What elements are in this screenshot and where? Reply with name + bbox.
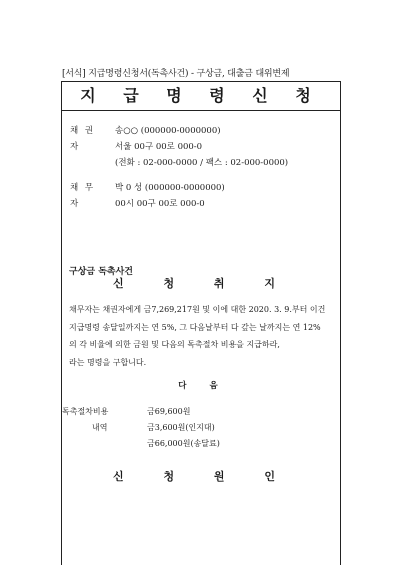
creditor-name: 송○○ (000000-0000000) (115, 126, 221, 136)
next-heading: 다 음 (178, 381, 228, 391)
cost-value: 금66,000원(송달료) (147, 439, 220, 448)
cause-heading: 신 청 원 인 (113, 470, 293, 483)
creditor-details (115, 123, 288, 171)
debtor-label: 채 무 자 (70, 183, 96, 209)
debtor-block (70, 180, 330, 214)
form-header-note: [서식] 지급명령신청서(독촉사건) - 구상금, 대출금 대위변제 (62, 69, 290, 79)
cost-label: 독촉절차비용 (62, 407, 109, 416)
creditor-label: 채 권 자 (70, 126, 96, 152)
cost-row (62, 420, 262, 436)
creditor-block (70, 123, 330, 173)
case-name: 구상금 독촉사건 (69, 267, 133, 277)
purpose-line: 라는 명령을 구합니다. (69, 357, 147, 367)
cost-row (62, 404, 262, 420)
debtor-address: 00시 00구 00로 000-0 (115, 199, 205, 209)
debtor-name: 박 0 성 (000000-0000000) (115, 183, 225, 193)
cost-value: 금69,600원 (147, 407, 191, 416)
cost-row (62, 436, 262, 452)
purpose-line: 채무자는 채권자에게 금7,269,217원 및 이에 대한 2020. 3. 9.부터 이건 (69, 305, 326, 314)
cost-value: 금3,600원(인지대) (147, 423, 215, 432)
cost-label: 내역 (92, 423, 108, 432)
purpose-paragraph (69, 301, 331, 371)
purpose-heading: 신 청 취 지 (113, 277, 293, 290)
purpose-line: 지급명령 송달일까지는 연 5%, 그 다음날부터 다 갚는 날까지는 연 12% (69, 322, 321, 332)
creditor-contact: (전화 : 02-000-0000 / 팩스 : 02-000-0000) (115, 158, 289, 168)
debtor-details (115, 180, 225, 212)
purpose-line: 의 각 비율에 의한 금원 및 다음의 독촉절차 비용을 지급하라, (69, 340, 280, 349)
document-title: 지 급 명 령 신 청 (62, 82, 340, 111)
creditor-address: 서울 00구 00로 000-0 (115, 142, 203, 152)
cost-list (62, 404, 262, 452)
